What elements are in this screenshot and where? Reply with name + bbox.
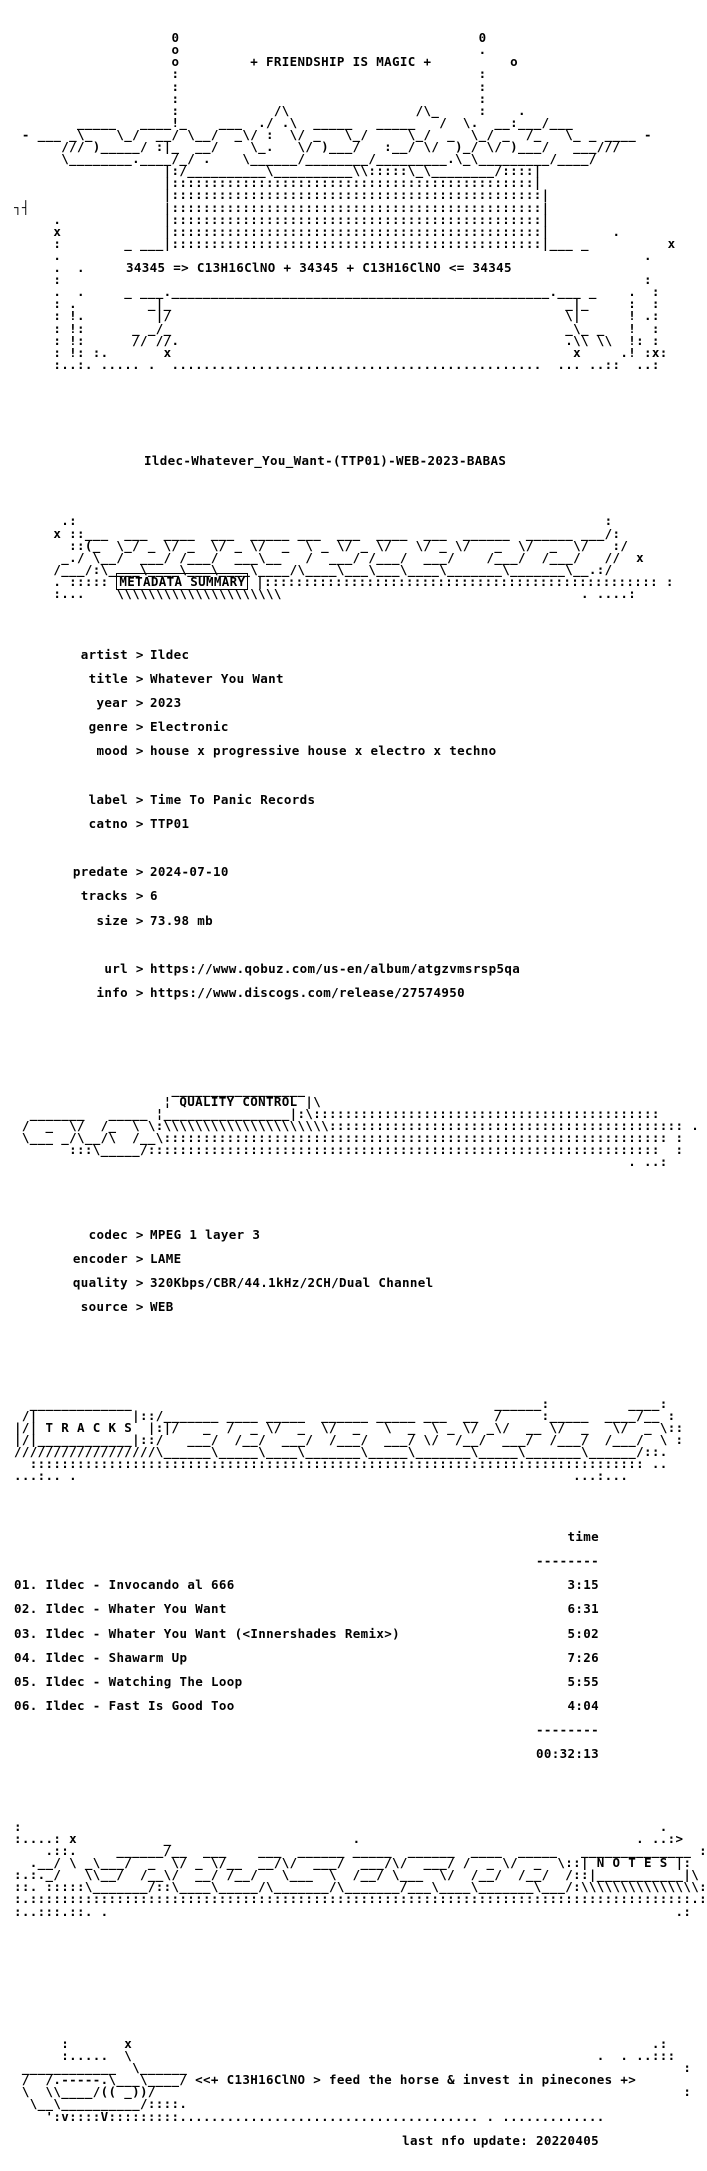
track-row: 02. Ildec - Whater You Want 6:31 xyxy=(14,1601,599,1617)
time-header: time xyxy=(567,1528,599,1544)
metadata-row-size: size > 73.98 mb xyxy=(96,912,214,928)
notes-ascii-header: : . :....: x _ . . ..:> .::. ______/__ ___ ___ ______ _____ ______ ____ _____ ______________ : .__/ \ _\___/ _ \/ _ \/__ __/\/ ___/ ___/\/ ___/ / _ \/ _ \::| N O T E S |: :.:._/ \\__/ /__\/ __/ /__/ \___ \ /__/ \___ \/ /__/ /__/ /::|___________|\ ::. :::::\_______/::\____\_____/\_______/\_______/___\____\_______\___/:\\\\\\\\\\\\\\\: :.::::::::::::::::::::::::::::::::::::::::::::::::::::::::::::::::::::::::::::::::::::.: :..:::.::. . .: xyxy=(14,1818,707,1919)
release-name: Ildec-Whatever_You_Want-(TTP01)-WEB-2023-BABAS xyxy=(144,453,507,469)
footer-slogan: <<+ C13H16ClNO > feed the horse & invest in pinecones +> xyxy=(195,2072,637,2088)
metadata-row-predate: predate > 2024-07-10 xyxy=(72,864,229,880)
track-row: 03. Ildec - Whater You Want (<Innershades Remix>) 5:02 xyxy=(14,1625,599,1641)
metadata-row-info: info > https://www.discogs.com/release/27574950 xyxy=(96,985,466,1001)
metadata-ascii-header: .: : x ::___ ___ ____ ___ _____ ___ ___ ____ ___ ______ ______ ___/: ::(_ \_/ _ \/ _ \/ _ \/ _ \ _ \/ _ \/ \/ _ \/ _ \/ _ \/ :/ _./ \__/ ___/ /___/ ___\__ / ___/ /___/ ___/ /___/ /___/ // x /___/:\____\____\___\____\____/\____\___\___\____\_______\_______\__.:/ . ::::: METADATA SUMMARY |:::::::::::::::::::::::::::::::::::::::::::::::::: : :... \\\\\\\\\\\\\\\\\\\\\ . ....: xyxy=(53,513,674,602)
metadata-row-catno: catno > TTP01 xyxy=(88,815,190,831)
quality-row-encoder: encoder > LAME xyxy=(72,1250,182,1266)
metadata-row-genre: genre > Electronic xyxy=(88,719,229,735)
track-row: 06. Ildec - Fast Is Good Too 4:04 xyxy=(14,1698,599,1714)
metadata-row-tracks: tracks > 6 xyxy=(80,888,158,904)
track-row: 01. Ildec - Invocando al 666 3:15 xyxy=(14,1577,599,1593)
metadata-row-label: label > Time To Panic Records xyxy=(88,791,316,807)
nfo-document xyxy=(14,8,707,2171)
metadata-fields xyxy=(14,636,634,1011)
metadata-row-mood: mood > house x progressive house x electro x techno xyxy=(96,743,497,759)
last-update: last nfo update: 20220405 xyxy=(402,2132,599,2148)
top-ascii-banner: 0 0 o . o + FRIENDSHIP IS MAGIC + o : : : : : : : /\ /\_ : . _____ ____!_ ___ ./ .\ _____ _____ / \. __:___/___ - ___ _\_ \_/ __/ \__/ _\/ : \/ _ \_/ \_/ _ \_/ _ /_ \_ _ ____ - /// )_____/ :|_ __/ \_. \/ )___/ :__/ \/ )_/ \/ )___/ ___/// \________.____/_/ . \______/________/_________.\_\_________/____/ |:/__________\__________\\:::::\_\________/::::| |::::::::::::::::::::::::::::::::::::::::::::::| |:::::::::::::::::::::::::::::::::::::::::::::::| ┐┤ |:::::::::::::::::::::::::::::::::::::::::::::::| . |:::::::::::::::::::::::::::::::::::::::::::::::| x |:::::::::::::::::::::::::::::::::::::::::::::::| . : _ ___|:::::::::::::::::::::::::::::::::::::::::::::::|___ _ x . . . . xyxy=(14,30,676,275)
metadata-section-title: METADATA SUMMARY xyxy=(116,573,248,590)
quality-row-source: source > WEB xyxy=(80,1299,174,1315)
track-row: 04. Ildec - Shawarm Up 7:26 xyxy=(14,1649,599,1665)
notes-section-title: N O T E S xyxy=(596,1855,668,1871)
quality-ascii-header: _________________ ¦ QUALITY CONTROL |\ _______ _____ ¦________________|:\:::::::::::::::::::::::::::::::::::::::::::: / _ \/ /_ \ \:\\\\\\\\\\\\\\\\\\\\\::::::::::::::::::::::::::::::::::::::::::::: . \___ _/\__/\ /__\:::::::::::::::::::::::::::::::::::::::::::::::::::::::::::::::: : :::\_____/::::::::::::::::::::::::::::::::::::::::::::::::::::::::::::::::: : . ..: xyxy=(21,1081,700,1170)
top-ascii-banner-lower: : : . . _ ___.________________________________________________.___ _ . : : . _|_ _|_ : : : !. |/ \| ! .: : !: _ _/_ _\_ _ ! : : !: // //. .\\ \\ !: : : !: :. x x .! :x: :..:. ..... . ............................................... ... ..:: ..: xyxy=(53,272,668,372)
equation: 34345 => C13H16ClNO + 34345 + C13H16ClNO <= 34345 xyxy=(126,260,512,276)
total-time: 00:32:13 xyxy=(535,1746,599,1762)
discogs-url: https://www.discogs.com/release/27574950 xyxy=(150,985,466,1001)
footer-horse-ascii: : x .: :..... \ . . ..::: ____________ \______ : / /.-----.\___\____/ <<+ C13H16ClNO > feed the horse & invest in pinecones +> \ \\____/(( _))/ : \__\__________/::::. ':v::::V:::::::::...................................... . ............. xyxy=(21,2035,692,2124)
metadata-row-url: url > https://www.qobuz.com/us-en/album/atgzvmsrsp5qa xyxy=(104,960,521,976)
tagline: + FRIENDSHIP IS MAGIC + xyxy=(250,54,432,70)
track-row: 05. Ildec - Watching The Loop 5:55 xyxy=(14,1673,599,1689)
time-rule-bottom: -------- xyxy=(535,1722,599,1738)
tracklist xyxy=(14,1519,599,1773)
qobuz-url: https://www.qobuz.com/us-en/album/atgzvmsrsp5qa xyxy=(150,960,521,976)
quality-section-title: QUALITY CONTROL xyxy=(179,1093,298,1109)
quality-fields xyxy=(14,1217,634,1326)
quality-row-quality: quality > 320Kbps/CBR/44.1kHz/2CH/Dual Channel xyxy=(72,1275,434,1290)
time-rule-top: -------- xyxy=(535,1552,599,1568)
metadata-row-artist: artist > Ildec xyxy=(80,646,190,662)
metadata-row-year: year > 2023 xyxy=(96,694,182,710)
tracks-ascii-header: _____________ ______: ____: /| |::/_______ ____ _____ ______ _____ ___ __ / :_____ ____/__ : |/| T R A C K S |:|/ _ / _ \/ _ \/ _ \ _ \ _ \/ _\/ __ \/ _ \/ _ \:: |/|____________|::/ ___/ /__/ ___/ /___/ ___/ \/ /__/ ___/ /___/ /___/ \ : //////////////////\______\_____\____\_______\_____\_______\_____\_______\______/::. :::::::::::::::::::::::::::::::::::::::::::::::::::::::::::::::::::::::::::::: .. ...:.. . ...:... xyxy=(14,1395,684,1484)
metadata-row-title: title > Whatever You Want xyxy=(88,670,284,686)
quality-row-codec: codec > MPEG 1 layer 3 xyxy=(88,1226,261,1242)
tracks-section-title: T R A C K S xyxy=(45,1419,133,1435)
